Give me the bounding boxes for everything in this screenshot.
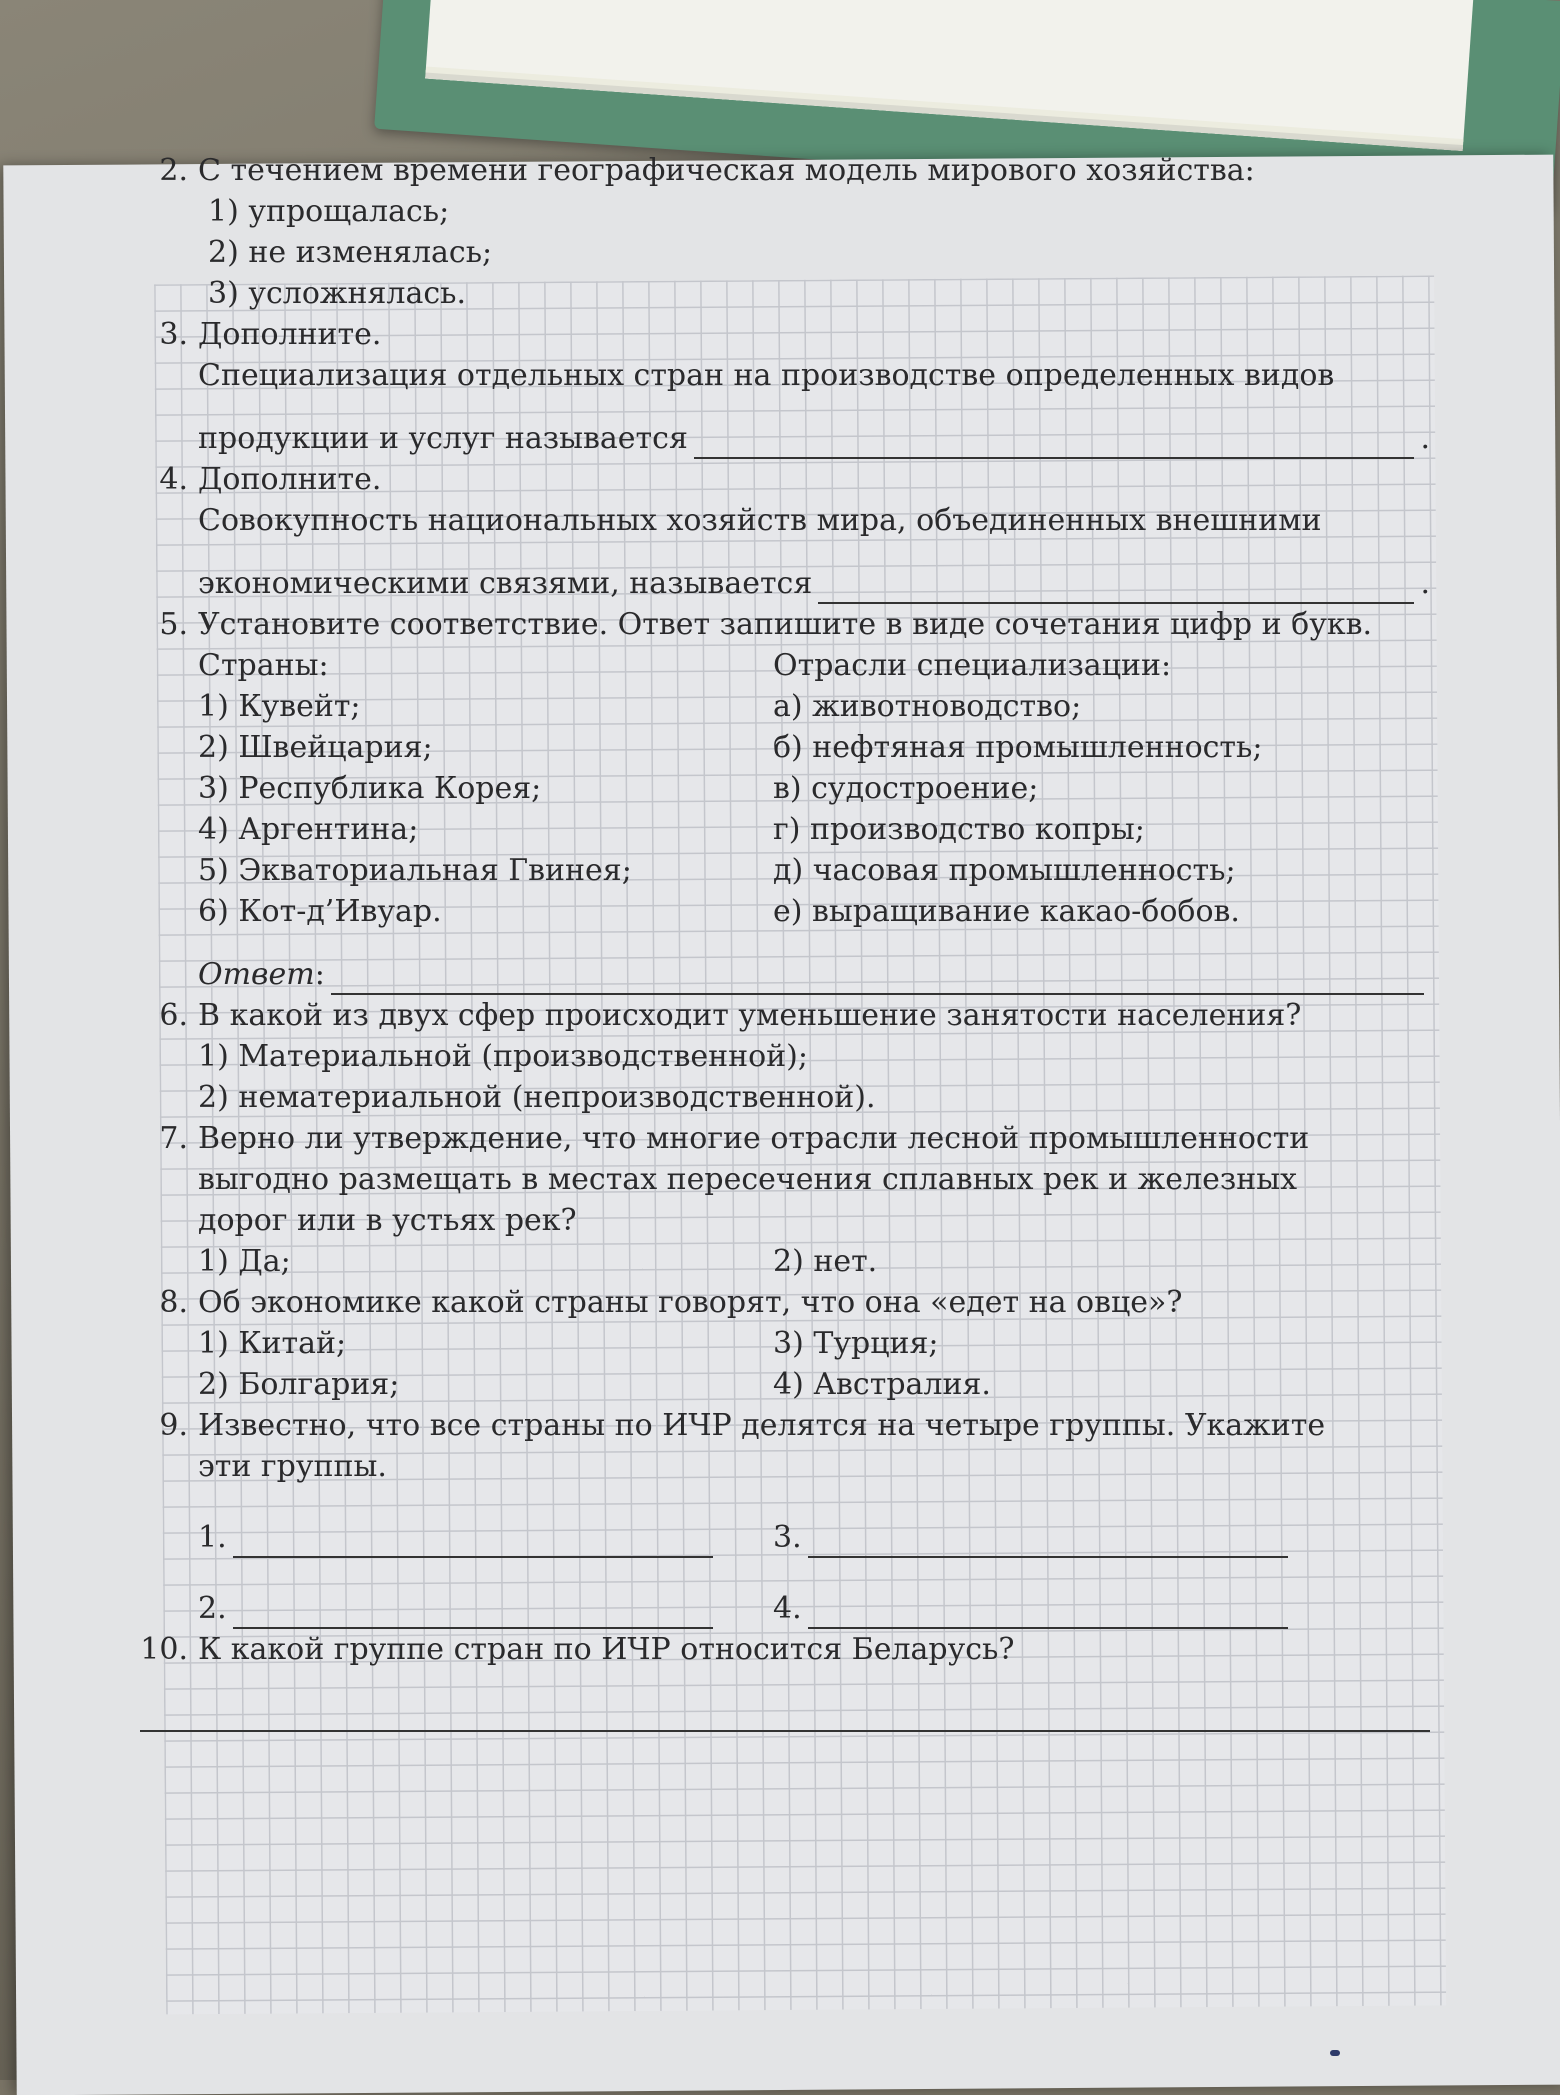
industries-column (773, 645, 1348, 932)
question-text: К какой группе стран по ИЧР относится Беларусь? (198, 1632, 1015, 1667)
question-text: Об экономике какой страны говорят, что она «едет на овце»? (198, 1285, 1183, 1320)
option: 1) Да; (198, 1244, 291, 1279)
answer-blank[interactable] (694, 431, 1415, 459)
industry-item: б) нефтяная промышленность; (773, 730, 1263, 765)
question-7 (140, 1118, 1430, 1282)
question-sentence-end: экономическими связями, называется (198, 566, 813, 601)
option: 4) Австралия. (773, 1367, 991, 1402)
group-blank-4 (773, 1588, 1348, 1629)
question-sentence: Совокупность национальных хозяйств мира, объединенных внешними (198, 503, 1322, 538)
blank-number: 2. (198, 1591, 227, 1626)
question-number: 5. (159, 607, 188, 642)
option: 1) упрощалась; (208, 194, 450, 229)
question-10 (140, 1629, 1430, 1670)
option: 1) Китай; (198, 1326, 347, 1361)
group-blank-3 (773, 1517, 1348, 1558)
question-sentence: Специализация отдельных стран на производстве определенных видов (198, 358, 1335, 393)
industry-item: в) судостроение; (773, 771, 1039, 806)
question-text-line: выгодно размещать в местах пересечения сплавных рек и железных (198, 1162, 1297, 1197)
question-2 (140, 150, 1430, 314)
period: . (1420, 566, 1430, 601)
country-item: 5) Экваториальная Гвинея; (198, 853, 632, 888)
question-number: 3. (159, 317, 188, 352)
question-text: Дополните. (198, 317, 382, 352)
question-text: Установите соответствие. Ответ запишите в виде сочетания цифр и букв. (198, 607, 1373, 642)
question-text-line: дорог или в устьях рек? (198, 1203, 577, 1238)
question-6 (140, 995, 1430, 1118)
question-text: С течением времени географическая модель мирового хозяйства: (198, 153, 1255, 188)
blank-number: 1. (198, 1520, 227, 1555)
fill-in-row (198, 418, 1430, 459)
answer-label: Ответ (198, 957, 315, 992)
question-sentence-end: продукции и услуг называется (198, 421, 688, 456)
questions (140, 150, 1430, 1732)
options-row (198, 1364, 1430, 1405)
question-9 (140, 1405, 1430, 1629)
group-blank-1 (198, 1517, 773, 1558)
question-number: 9. (159, 1408, 188, 1443)
ink-mark (1330, 2050, 1340, 2056)
question-text: Дополните. (198, 462, 382, 497)
industry-item: г) производство копры; (773, 812, 1145, 847)
question-number: 10. (140, 1632, 188, 1667)
option: 2) нет. (773, 1244, 878, 1279)
option: 2) нематериальной (непроизводственной). (198, 1080, 876, 1115)
blank-number: 4. (773, 1591, 802, 1626)
country-item: 1) Кувейт; (198, 689, 361, 724)
question-number: 8. (159, 1285, 188, 1320)
blank-number: 3. (773, 1520, 802, 1555)
options-row (198, 1241, 1430, 1282)
option: 2) не изменялась; (208, 235, 493, 270)
industry-item: а) животноводство; (773, 689, 1082, 724)
country-item: 6) Кот-д’Ивуар. (198, 894, 442, 929)
question-3 (140, 314, 1430, 459)
column-header: Страны: (198, 648, 329, 683)
country-item: 2) Швейцария; (198, 730, 433, 765)
question-text-line: Известно, что все страны по ИЧР делятся на четыре группы. Укажите (198, 1408, 1326, 1443)
group-blank-2 (198, 1588, 773, 1629)
answer-blank[interactable] (331, 967, 1424, 995)
answer-blank[interactable] (233, 1530, 713, 1558)
industry-item: е) выращивание какао-бобов. (773, 894, 1240, 929)
options-row (198, 1323, 1430, 1364)
answer-colon: : (314, 957, 325, 992)
question-text: В какой из двух сфер происходит уменьшение занятости населения? (198, 998, 1302, 1033)
option: 3) усложнялась. (208, 276, 467, 311)
countries-column (198, 645, 773, 932)
question-8 (140, 1282, 1430, 1405)
answer-blank[interactable] (818, 576, 1414, 604)
question-text-line: эти группы. (198, 1449, 387, 1484)
option: 3) Турция; (773, 1326, 939, 1361)
industry-item: д) часовая промышленность; (773, 853, 1236, 888)
question-text-line: Верно ли утверждение, что многие отрасли лесной промышленности (198, 1121, 1310, 1156)
question-number: 6. (159, 998, 188, 1033)
country-item: 4) Аргентина; (198, 812, 419, 847)
answer-row (198, 954, 1430, 995)
group-blanks-row (198, 1588, 1430, 1629)
question-number: 4. (159, 462, 188, 497)
question-4 (140, 459, 1430, 604)
answer-blank[interactable] (808, 1601, 1288, 1629)
column-header: Отрасли специализации: (773, 648, 1172, 683)
period: . (1420, 421, 1430, 456)
group-blanks-row (198, 1517, 1430, 1558)
answer-blank[interactable] (140, 1670, 1430, 1732)
matching-table (198, 645, 1430, 932)
fill-in-row (198, 563, 1430, 604)
answer-blank[interactable] (233, 1601, 713, 1629)
question-number: 2. (159, 153, 188, 188)
answer-blank[interactable] (808, 1530, 1288, 1558)
option: 2) Болгария; (198, 1367, 400, 1402)
question-5 (140, 604, 1430, 995)
question-number: 7. (159, 1121, 188, 1156)
country-item: 3) Республика Корея; (198, 771, 542, 806)
option: 1) Материальной (производственной); (198, 1039, 808, 1074)
